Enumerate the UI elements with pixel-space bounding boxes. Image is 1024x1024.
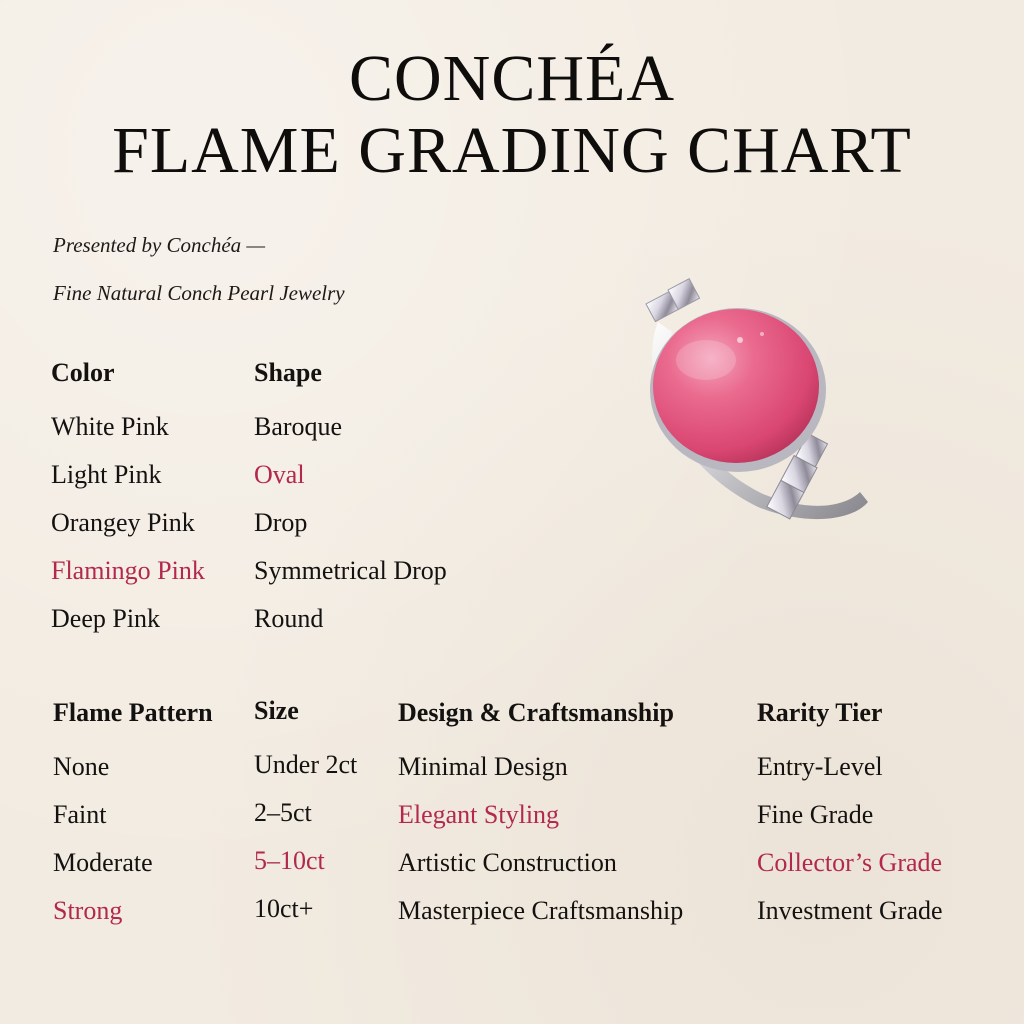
color-item: Orangey Pink: [51, 508, 195, 537]
flame-pattern-header: Flame Pattern: [53, 698, 213, 727]
size-item: 10ct+: [254, 894, 314, 923]
rarity-item: Fine Grade: [757, 800, 874, 829]
size-item-highlighted: 5–10ct: [254, 846, 325, 875]
size-column: [254, 696, 357, 942]
rarity-header: Rarity Tier: [757, 698, 883, 727]
rarity-item: Entry-Level: [757, 752, 883, 781]
design-header: Design & Craftsmanship: [398, 698, 674, 727]
design-item: Artistic Construction: [398, 848, 617, 877]
design-column: [398, 698, 683, 944]
color-item: White Pink: [51, 412, 169, 441]
flame-pattern-item: None: [53, 752, 110, 781]
shape-item: Baroque: [254, 412, 343, 441]
shape-item-highlighted: Oval: [254, 460, 305, 489]
rarity-item: Investment Grade: [757, 896, 943, 925]
color-header: Color: [51, 358, 115, 387]
color-column: [51, 358, 205, 652]
size-header: Size: [254, 696, 299, 725]
shape-item: Drop: [254, 508, 308, 537]
size-item: 2–5ct: [254, 798, 312, 827]
subtitle-tagline: Fine Natural Conch Pearl Jewelry: [53, 281, 345, 305]
flame-pattern-item: Moderate: [53, 848, 153, 877]
shape-item: Symmetrical Drop: [254, 556, 447, 585]
design-item: Minimal Design: [398, 752, 568, 781]
shape-item: Round: [254, 604, 324, 633]
rarity-column: [757, 698, 943, 944]
rarity-item-highlighted: Collector’s Grade: [757, 848, 943, 877]
subtitle-presenter: Presented by Conchéa —: [53, 233, 266, 257]
flame-pattern-item: Faint: [53, 800, 107, 829]
shape-header: Shape: [254, 358, 322, 387]
color-item: Deep Pink: [51, 604, 161, 633]
size-item: Under 2ct: [254, 750, 358, 779]
design-item-highlighted: Elegant Styling: [398, 800, 560, 829]
color-item: Light Pink: [51, 460, 162, 489]
conch-pearl-ring-icon: [628, 262, 888, 542]
flame-pattern-column: [53, 698, 213, 944]
brand-title: CONCHÉA: [348, 42, 675, 115]
design-item: Masterpiece Craftsmanship: [398, 896, 684, 925]
chart-title: FLAME GRADING CHART: [112, 114, 912, 187]
color-item-highlighted: Flamingo Pink: [51, 556, 205, 585]
shape-column: [254, 358, 447, 652]
flame-pattern-item-highlighted: Strong: [53, 896, 123, 925]
